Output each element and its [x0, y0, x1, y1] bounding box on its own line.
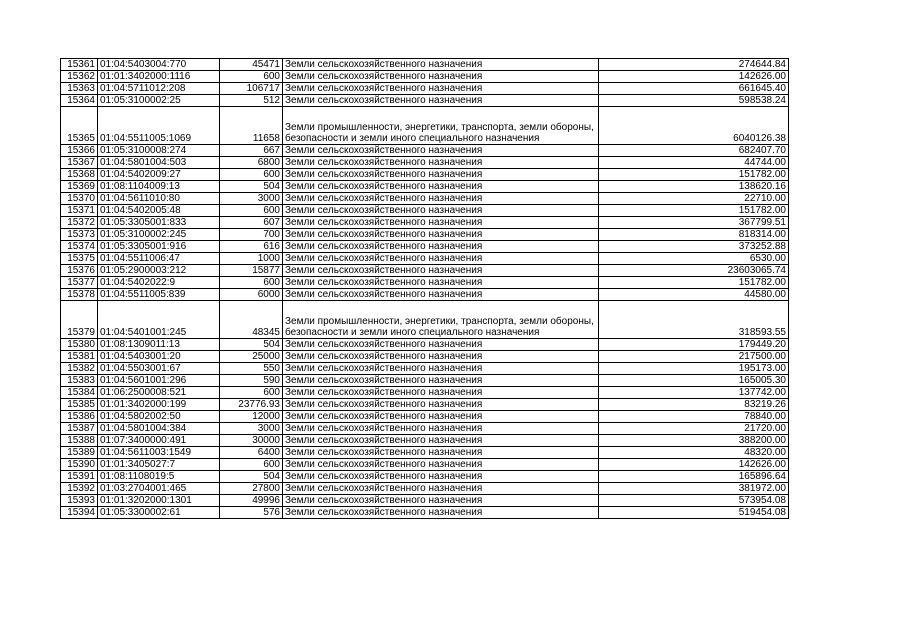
table-row [61, 301, 789, 339]
cadastral-value-cell[interactable]: 195173.00 [599, 363, 789, 375]
table-row [61, 229, 789, 241]
area-cell[interactable]: 590 [220, 375, 283, 387]
row-number-cell[interactable]: 15391 [61, 471, 98, 483]
row-number-cell[interactable]: 15392 [61, 483, 98, 495]
table-row [61, 399, 789, 411]
land-category-cell[interactable]: Земли сельскохозяйственного назначения [283, 411, 599, 423]
cadastral-value-cell[interactable]: 179449.20 [599, 339, 789, 351]
cadastral-number-cell[interactable]: 01:08:1104009:13 [98, 181, 220, 193]
row-number-cell[interactable]: 15390 [61, 459, 98, 471]
area-cell[interactable]: 504 [220, 181, 283, 193]
row-number-cell[interactable]: 15366 [61, 145, 98, 157]
cadastral-number-cell[interactable]: 01:05:3100008:274 [98, 145, 220, 157]
table-row [61, 241, 789, 253]
land-category-cell[interactable]: Земли сельскохозяйственного назначения [283, 253, 599, 265]
table-row [61, 95, 789, 107]
cadastral-number-cell[interactable]: 01:04:5402009:27 [98, 169, 220, 181]
area-cell[interactable]: 23776.93 [220, 399, 283, 411]
cadastral-number-cell[interactable]: 01:03:2704001:465 [98, 483, 220, 495]
cadastral-value-cell[interactable]: 573954.08 [599, 495, 789, 507]
table-row [61, 289, 789, 301]
area-cell[interactable]: 504 [220, 471, 283, 483]
row-number-cell[interactable]: 15376 [61, 265, 98, 277]
table-row [61, 83, 789, 95]
area-cell[interactable]: 504 [220, 339, 283, 351]
land-category-cell[interactable]: Земли сельскохозяйственного назначения [283, 495, 599, 507]
land-category-cell[interactable]: Земли сельскохозяйственного назначения [283, 205, 599, 217]
cadastral-number-cell[interactable]: 01:05:2900003:212 [98, 265, 220, 277]
cadastral-number-cell[interactable]: 01:04:5611010:80 [98, 193, 220, 205]
cadastral-number-cell[interactable]: 01:01:3402000:199 [98, 399, 220, 411]
land-category-cell[interactable]: Земли сельскохозяйственного назначения [283, 83, 599, 95]
cadastral-number-cell[interactable]: 01:05:3100002:25 [98, 95, 220, 107]
cadastral-value-cell[interactable]: 151782.00 [599, 277, 789, 289]
cadastral-number-cell[interactable]: 01:04:5402022:9 [98, 277, 220, 289]
land-category-cell[interactable]: Земли сельскохозяйственного назначения [283, 289, 599, 301]
table-row [61, 205, 789, 217]
cadastral-number-cell[interactable]: 01:04:5611003:1549 [98, 447, 220, 459]
cadastral-number-cell[interactable]: 01:05:3100002:245 [98, 229, 220, 241]
cadastral-value-cell[interactable]: 6040126.38 [599, 107, 789, 145]
cadastral-value-cell[interactable]: 142626.00 [599, 71, 789, 83]
row-number-cell[interactable]: 15383 [61, 375, 98, 387]
table-row [61, 145, 789, 157]
area-cell[interactable]: 600 [220, 169, 283, 181]
cadastral-table [60, 58, 789, 519]
table-row [61, 71, 789, 83]
area-cell[interactable]: 3000 [220, 423, 283, 435]
land-category-cell[interactable]: Земли сельскохозяйственного назначения [283, 387, 599, 399]
row-number-cell[interactable]: 15362 [61, 71, 98, 83]
cadastral-number-cell[interactable]: 01:04:5801004:384 [98, 423, 220, 435]
area-cell[interactable]: 550 [220, 363, 283, 375]
table-row [61, 351, 789, 363]
row-number-cell[interactable]: 15388 [61, 435, 98, 447]
area-cell[interactable]: 6400 [220, 447, 283, 459]
area-cell[interactable]: 30000 [220, 435, 283, 447]
area-cell[interactable]: 700 [220, 229, 283, 241]
row-number-cell[interactable]: 15369 [61, 181, 98, 193]
land-category-cell[interactable]: Земли сельскохозяйственного назначения [283, 459, 599, 471]
row-number-cell[interactable]: 15368 [61, 169, 98, 181]
table-row [61, 411, 789, 423]
cadastral-number-cell[interactable]: 01:04:5601001:296 [98, 375, 220, 387]
area-cell[interactable]: 600 [220, 459, 283, 471]
area-cell[interactable]: 3000 [220, 193, 283, 205]
cadastral-number-cell[interactable]: 01:08:1108019:5 [98, 471, 220, 483]
cadastral-value-cell[interactable]: 274644.84 [599, 59, 789, 71]
area-cell[interactable]: 6000 [220, 289, 283, 301]
cadastral-number-cell[interactable]: 01:05:3305001:833 [98, 217, 220, 229]
cadastral-value-cell[interactable]: 165896.64 [599, 471, 789, 483]
row-number-cell[interactable]: 15361 [61, 59, 98, 71]
area-cell[interactable]: 576 [220, 507, 283, 519]
row-number-cell[interactable]: 15364 [61, 95, 98, 107]
table-row [61, 507, 789, 519]
area-cell[interactable]: 1000 [220, 253, 283, 265]
row-number-cell[interactable]: 15381 [61, 351, 98, 363]
land-category-cell[interactable]: Земли сельскохозяйственного назначения [283, 181, 599, 193]
table-row [61, 339, 789, 351]
table-row [61, 217, 789, 229]
land-category-cell[interactable]: Земли сельскохозяйственного назначения [283, 193, 599, 205]
table-row [61, 435, 789, 447]
cadastral-value-cell[interactable]: 519454.08 [599, 507, 789, 519]
cadastral-value-cell[interactable]: 373252.88 [599, 241, 789, 253]
cadastral-value-cell[interactable]: 138620.16 [599, 181, 789, 193]
table-row [61, 193, 789, 205]
land-category-cell[interactable]: Земли сельскохозяйственного назначения [283, 265, 599, 277]
cadastral-value-cell[interactable]: 6530.00 [599, 253, 789, 265]
cadastral-number-cell[interactable]: 01:07:3400000:491 [98, 435, 220, 447]
land-category-cell[interactable]: Земли промышленности, энергетики, транспорта, земли обороны, безопасности и земли иного специального назначения [283, 107, 599, 145]
row-number-cell[interactable]: 15379 [61, 301, 98, 339]
row-number-cell[interactable]: 15394 [61, 507, 98, 519]
cadastral-value-cell[interactable]: 388200.00 [599, 435, 789, 447]
row-number-cell[interactable]: 15386 [61, 411, 98, 423]
cadastral-value-cell[interactable]: 367799.51 [599, 217, 789, 229]
area-cell[interactable]: 600 [220, 277, 283, 289]
table-row [61, 483, 789, 495]
table-row [61, 471, 789, 483]
cadastral-value-cell[interactable]: 165005.30 [599, 375, 789, 387]
land-category-cell[interactable]: Земли сельскохозяйственного назначения [283, 71, 599, 83]
cadastral-number-cell[interactable]: 01:04:5503001:67 [98, 363, 220, 375]
row-number-cell[interactable]: 15382 [61, 363, 98, 375]
cadastral-value-cell[interactable]: 142626.00 [599, 459, 789, 471]
row-number-cell[interactable]: 15384 [61, 387, 98, 399]
cadastral-number-cell[interactable]: 01:08:1309011:13 [98, 339, 220, 351]
land-category-cell[interactable]: Земли сельскохозяйственного назначения [283, 241, 599, 253]
table-row [61, 277, 789, 289]
land-category-cell[interactable]: Земли сельскохозяйственного назначения [283, 483, 599, 495]
area-cell[interactable]: 600 [220, 387, 283, 399]
table-row [61, 387, 789, 399]
table-row [61, 265, 789, 277]
area-cell[interactable]: 15877 [220, 265, 283, 277]
land-category-cell[interactable]: Земли сельскохозяйственного назначения [283, 339, 599, 351]
table-row [61, 169, 789, 181]
table-row [61, 363, 789, 375]
table-row [61, 459, 789, 471]
cadastral-value-cell[interactable]: 381972.00 [599, 483, 789, 495]
land-category-cell[interactable]: Земли сельскохозяйственного назначения [283, 59, 599, 71]
area-cell[interactable]: 600 [220, 205, 283, 217]
area-cell[interactable]: 27800 [220, 483, 283, 495]
land-category-cell[interactable]: Земли сельскохозяйственного назначения [283, 375, 599, 387]
land-category-cell[interactable]: Земли сельскохозяйственного назначения [283, 351, 599, 363]
cadastral-value-cell[interactable]: 78840.00 [599, 411, 789, 423]
land-category-cell[interactable]: Земли сельскохозяйственного назначения [283, 277, 599, 289]
spreadsheet-sheet [60, 58, 789, 519]
row-number-cell[interactable]: 15372 [61, 217, 98, 229]
land-category-cell[interactable]: Земли сельскохозяйственного назначения [283, 169, 599, 181]
cadastral-number-cell[interactable]: 01:04:5403001:20 [98, 351, 220, 363]
area-cell[interactable]: 25000 [220, 351, 283, 363]
row-number-cell[interactable]: 15377 [61, 277, 98, 289]
area-cell[interactable]: 106717 [220, 83, 283, 95]
cadastral-value-cell[interactable]: 137742.00 [599, 387, 789, 399]
row-number-cell[interactable]: 15374 [61, 241, 98, 253]
cadastral-number-cell[interactable]: 01:04:5802002:50 [98, 411, 220, 423]
land-category-cell[interactable]: Земли сельскохозяйственного назначения [283, 145, 599, 157]
area-cell[interactable]: 616 [220, 241, 283, 253]
land-category-cell[interactable]: Земли сельскохозяйственного назначения [283, 229, 599, 241]
row-number-cell[interactable]: 15393 [61, 495, 98, 507]
area-cell[interactable]: 11658 [220, 107, 283, 145]
row-number-cell[interactable]: 15370 [61, 193, 98, 205]
land-category-cell[interactable]: Земли сельскохозяйственного назначения [283, 95, 599, 107]
land-category-cell[interactable]: Земли сельскохозяйственного назначения [283, 507, 599, 519]
land-category-cell[interactable]: Земли сельскохозяйственного назначения [283, 363, 599, 375]
cadastral-value-cell[interactable]: 598538.24 [599, 95, 789, 107]
cadastral-value-cell[interactable]: 818314.00 [599, 229, 789, 241]
table-row [61, 447, 789, 459]
cadastral-value-cell[interactable]: 44580.00 [599, 289, 789, 301]
land-category-cell[interactable]: Земли сельскохозяйственного назначения [283, 423, 599, 435]
row-number-cell[interactable]: 15363 [61, 83, 98, 95]
land-category-cell[interactable]: Земли сельскохозяйственного назначения [283, 471, 599, 483]
land-category-cell[interactable]: Земли сельскохозяйственного назначения [283, 447, 599, 459]
cadastral-number-cell[interactable]: 01:01:3402000:1116 [98, 71, 220, 83]
cadastral-number-cell[interactable]: 01:04:5511005:839 [98, 289, 220, 301]
table-row [61, 423, 789, 435]
land-category-cell[interactable]: Земли сельскохозяйственного назначения [283, 435, 599, 447]
land-category-cell[interactable]: Земли сельскохозяйственного назначения [283, 157, 599, 169]
row-number-cell[interactable]: 15385 [61, 399, 98, 411]
cadastral-number-cell[interactable]: 01:05:3305001:916 [98, 241, 220, 253]
table-row [61, 253, 789, 265]
table-row [61, 495, 789, 507]
row-number-cell[interactable]: 15387 [61, 423, 98, 435]
area-cell[interactable]: 512 [220, 95, 283, 107]
row-number-cell[interactable]: 15371 [61, 205, 98, 217]
area-cell[interactable]: 667 [220, 145, 283, 157]
area-cell[interactable]: 12000 [220, 411, 283, 423]
cadastral-number-cell[interactable]: 01:04:5511006:47 [98, 253, 220, 265]
cadastral-number-cell[interactable]: 01:05:3300002:61 [98, 507, 220, 519]
table-row [61, 375, 789, 387]
cadastral-value-cell[interactable]: 22710.00 [599, 193, 789, 205]
cadastral-number-cell[interactable]: 01:04:5801004:503 [98, 157, 220, 169]
land-category-cell[interactable]: Земли сельскохозяйственного назначения [283, 399, 599, 411]
table-body [61, 59, 789, 519]
area-cell[interactable]: 45471 [220, 59, 283, 71]
row-number-cell[interactable]: 15365 [61, 107, 98, 145]
cadastral-value-cell[interactable]: 44744.00 [599, 157, 789, 169]
cadastral-number-cell[interactable]: 01:04:5711012:208 [98, 83, 220, 95]
area-cell[interactable]: 49996 [220, 495, 283, 507]
cadastral-number-cell[interactable]: 01:01:3202000:1301 [98, 495, 220, 507]
cadastral-number-cell[interactable]: 01:01:3405027:7 [98, 459, 220, 471]
cadastral-value-cell[interactable]: 48320.00 [599, 447, 789, 459]
cadastral-number-cell[interactable]: 01:06:2500008:521 [98, 387, 220, 399]
table-row [61, 157, 789, 169]
area-cell[interactable]: 6800 [220, 157, 283, 169]
land-category-cell[interactable]: Земли сельскохозяйственного назначения [283, 217, 599, 229]
area-cell[interactable]: 607 [220, 217, 283, 229]
row-number-cell[interactable]: 15389 [61, 447, 98, 459]
land-category-cell[interactable]: Земли промышленности, энергетики, транспорта, земли обороны, безопасности и земли иного специального назначения [283, 301, 599, 339]
row-number-cell[interactable]: 15373 [61, 229, 98, 241]
table-row [61, 107, 789, 145]
cadastral-number-cell[interactable]: 01:04:5402005:48 [98, 205, 220, 217]
row-number-cell[interactable]: 15375 [61, 253, 98, 265]
area-cell[interactable]: 48345 [220, 301, 283, 339]
cadastral-value-cell[interactable]: 318593.55 [599, 301, 789, 339]
cadastral-value-cell[interactable]: 217500.00 [599, 351, 789, 363]
cadastral-value-cell[interactable]: 151782.00 [599, 169, 789, 181]
cadastral-value-cell[interactable]: 151782.00 [599, 205, 789, 217]
cadastral-value-cell[interactable]: 21720.00 [599, 423, 789, 435]
cadastral-number-cell[interactable]: 01:04:5511005:1069 [98, 107, 220, 145]
row-number-cell[interactable]: 15367 [61, 157, 98, 169]
table-row [61, 181, 789, 193]
row-number-cell[interactable]: 15380 [61, 339, 98, 351]
cadastral-value-cell[interactable]: 682407.70 [599, 145, 789, 157]
table-row [61, 59, 789, 71]
cadastral-value-cell[interactable]: 23603065.74 [599, 265, 789, 277]
cadastral-value-cell[interactable]: 661645.40 [599, 83, 789, 95]
row-number-cell[interactable]: 15378 [61, 289, 98, 301]
cadastral-number-cell[interactable]: 01:04:5403004:770 [98, 59, 220, 71]
cadastral-number-cell[interactable]: 01:04:5401001:245 [98, 301, 220, 339]
cadastral-value-cell[interactable]: 83219.26 [599, 399, 789, 411]
area-cell[interactable]: 600 [220, 71, 283, 83]
